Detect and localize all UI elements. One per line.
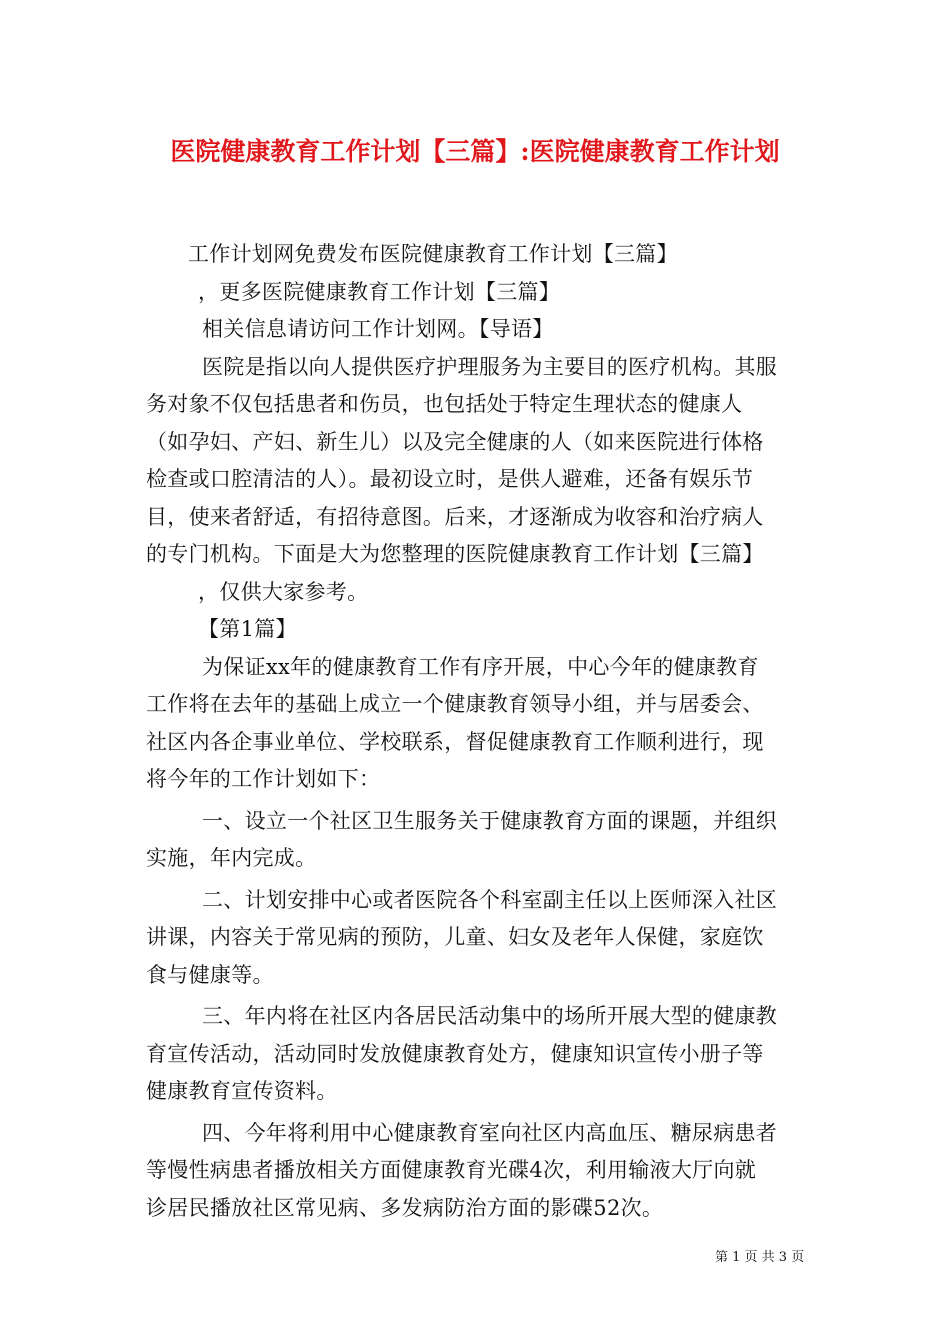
paragraph-line: 将今年的工作计划如下： [146,767,381,791]
paragraph-line: ，仅供大家参考。 [198,579,369,604]
paragraph-line: 四、今年将利用中心健康教育室向社区内高血压、糖尿病患者 [202,1120,778,1145]
paragraph-line: 务对象不仅包括患者和伤员，也包括处于特定生理状态的健康人 [146,392,743,416]
paragraph-line: 等慢性病患者播放相关方面健康教育光碟4次，利用输液大厅向就 [146,1158,757,1182]
paragraph-line: 三、年内将在社区内各居民活动集中的场所开展大型的健康教 [202,1004,778,1028]
paragraph-line: ，更多医院健康教育工作计划【三篇】 [198,279,561,304]
paragraph-line: 医院是指以向人提供医疗护理服务为主要目的医疗机构。其服 [202,354,778,379]
paragraph-line: 一、设立一个社区卫生服务关于健康教育方面的课题，并组织 [202,808,778,833]
paragraph-line: 讲课，内容关于常见病的预防，儿童、妇女及老年人保健，家庭饮 [146,925,764,949]
paragraph-line: 工作计划网免费发布医院健康教育工作计划【三篇】 [188,242,678,266]
paragraph-line: 相关信息请访问工作计划网。【导语】 [202,317,554,341]
section-heading: 【第1篇】 [198,617,297,641]
paragraph-line: 二、计划安排中心或者医院各个科室副主任以上医师深入社区 [202,887,778,912]
paragraph-line: 育宣传活动，活动同时发放健康教育处方，健康知识宣传小册子等 [146,1041,764,1066]
paragraph-line: 的专门机构。下面是大为您整理的医院健康教育工作计划【三篇】 [146,542,764,566]
paragraph-line: （如孕妇、产妇、新生儿）以及完全健康的人（如来医院进行体格 [146,429,764,454]
paragraph-line: 为保证xx年的健康教育工作有序开展，中心今年的健康教育 [202,654,759,679]
document-body [146,236,811,1227]
paragraph-line: 实施，年内完成。 [146,846,317,870]
document-title: 医院健康教育工作计划【三篇】:医院健康教育工作计划 [170,137,780,166]
paragraph-line: 工作将在去年的基础上成立一个健康教育领导小组，并与居委会、 [146,692,764,716]
paragraph-line: 诊居民播放社区常见病、多发病防治方面的影碟52次。 [146,1195,664,1220]
paragraph-line: 健康教育宣传资料。 [146,1079,338,1103]
paragraph-line: 社区内各企事业单位、学校联系，督促健康教育工作顺利进行，现 [146,729,764,754]
paragraph-line: 检查或口腔清洁的人）。最初设立时，是供人避难，还备有娱乐节 [146,467,754,491]
paragraph-line: 食与健康等。 [146,962,274,987]
paragraph-line: 目，使来者舒适，有招待意图。后来，才逐渐成为收容和治疗病人 [146,504,764,529]
page-number-footer: 第 1 页 共 3 页 [715,1250,805,1265]
